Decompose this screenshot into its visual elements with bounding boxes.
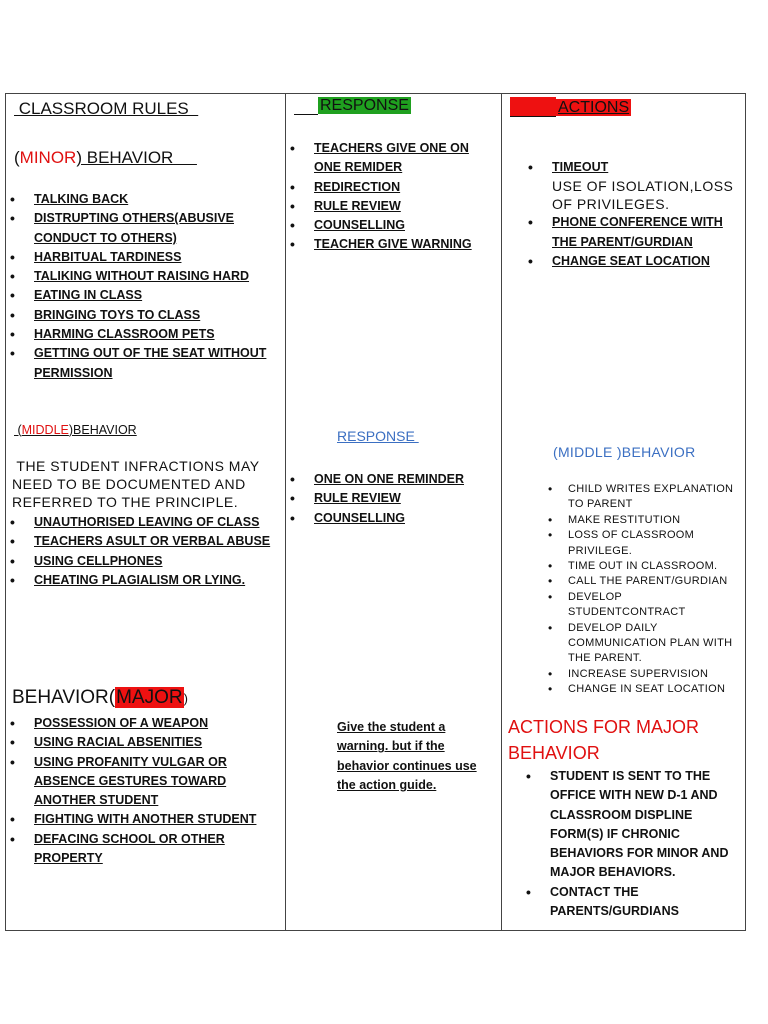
middle-open: ( — [14, 423, 22, 437]
list-item — [524, 213, 734, 252]
list-item — [286, 509, 498, 528]
list-item-text: LOSS OF CLASSROOM PRIVILEGE. — [568, 529, 695, 557]
list-item — [524, 177, 734, 213]
list-item — [6, 532, 282, 551]
response-underline-gap — [294, 114, 318, 115]
middle-behavior-list — [6, 513, 282, 590]
actions-middle-header: (MIDDLE )BEHAVIOR — [553, 444, 696, 460]
list-item — [6, 306, 282, 325]
list-item — [286, 139, 498, 178]
list-item-text: HARMING CLASSROOM PETS — [34, 327, 215, 342]
list-item-text: DISTRUPTING OTHERS(ABUSIVE CONDUCT TO OTHERS) — [34, 211, 235, 245]
list-item — [286, 178, 498, 197]
list-item — [286, 470, 498, 489]
list-item-text: USING RACIAL ABSENITIES — [34, 735, 203, 750]
list-item-text: COUNSELLING — [314, 218, 405, 233]
list-item — [6, 714, 282, 733]
middle-note: THE STUDENT INFRACTIONS MAY NEED TO BE DOCUMENTED AND REFERRED TO THE PRINCIPLE. — [12, 458, 264, 510]
list-item-text: DEFACING SCHOOL OR OTHER PROPERTY — [34, 831, 225, 866]
major-word: MAJOR — [116, 687, 183, 708]
list-item — [6, 810, 282, 829]
actions-major-list — [522, 767, 740, 921]
list-item-text: COUNSELLING — [314, 510, 405, 525]
list-item-text: CHANGE SEAT LOCATION — [552, 253, 710, 268]
actions-header: ACTIONS — [558, 99, 630, 116]
actions-header-wrap — [510, 97, 631, 117]
list-item-text: USE OF ISOLATION,LOSS OF PRIVILEGES. — [552, 178, 734, 213]
list-item — [522, 883, 740, 922]
list-item — [544, 559, 740, 574]
list-item — [6, 267, 282, 286]
minor-word: MINOR — [19, 148, 77, 167]
list-item-text: GETTING OUT OF THE SEAT WITHOUT PERMISSION — [34, 346, 267, 380]
list-item-text: RULE REVIEW — [314, 198, 401, 213]
list-item — [6, 513, 282, 532]
list-item-text: INCREASE SUPERVISION — [568, 667, 709, 680]
behavior-table — [5, 93, 746, 931]
list-item-text: UNAUTHORISED LEAVING OF CLASS — [34, 515, 260, 529]
actions-major-header: ACTIONS FOR MAJOR BEHAVIOR — [508, 717, 700, 763]
list-item — [6, 325, 282, 344]
list-item — [6, 344, 282, 383]
list-item-text: USING PROFANITY VULGAR OR ABSENCE GESTURES TOWARD ANOTHER STUDENT — [34, 754, 227, 808]
list-item — [6, 733, 282, 752]
list-item-text: TALIKING WITHOUT RAISING HARD — [34, 269, 250, 284]
list-item — [544, 590, 740, 621]
major-behavior-list — [6, 714, 282, 868]
minor-open: ( — [14, 148, 20, 167]
list-item — [286, 235, 498, 254]
list-item — [544, 482, 740, 513]
response-minor-list — [286, 139, 498, 255]
list-item-text: USING CELLPHONES — [34, 553, 163, 568]
list-item-text: REDIRECTION — [314, 179, 401, 194]
minor-behavior-list — [6, 190, 282, 383]
list-item-text: STUDENT IS SENT TO THE OFFICE WITH NEW D-1 AND CLASSROOM DISPLINE FORM(S) IF CHRONIC BEHAVIORS FOR MINOR AND MAJOR BEHAVIORS. — [550, 769, 729, 880]
classroom-rules-header: CLASSROOM RULES — [14, 99, 199, 118]
classroom-rules-column — [6, 94, 286, 930]
list-item-text: TALKING BACK — [34, 192, 129, 206]
list-item-text: TEACHERS GIVE ONE ON ONE REMIDER — [314, 141, 469, 175]
list-item-text: CHANGE IN SEAT LOCATION — [568, 683, 726, 696]
list-item — [544, 513, 740, 528]
list-item-text: CONTACT THE PARENTS/GURDIANS — [550, 884, 679, 919]
list-item — [6, 830, 282, 869]
list-item — [544, 574, 740, 589]
list-item-text: TEACHERS ASULT OR VERBAL ABUSE — [34, 534, 271, 549]
list-item — [544, 682, 740, 697]
list-item — [544, 528, 740, 559]
list-item-text: FIGHTING WITH ANOTHER STUDENT — [34, 812, 257, 827]
actions-column — [502, 94, 745, 930]
list-item — [6, 286, 282, 305]
list-item — [286, 489, 498, 508]
middle-rest: )BEHAVIOR — [68, 423, 137, 437]
list-item — [524, 158, 734, 177]
middle-word: MIDDLE — [21, 423, 69, 437]
list-item — [6, 248, 282, 267]
list-item-text: CHEATING PLAGIALISM OR LYING. — [34, 572, 246, 587]
list-item — [6, 571, 282, 590]
response-major-text: Give the student a warning. but if the behavior continues use the action guide. — [337, 720, 477, 792]
list-item-text: CALL THE PARENT/GURDIAN — [568, 575, 728, 588]
list-item — [6, 209, 282, 248]
list-item — [6, 753, 282, 811]
list-item — [544, 621, 740, 667]
list-item — [286, 216, 498, 235]
actions-red-block — [510, 97, 556, 117]
list-item-text: MAKE RESTITUTION — [568, 513, 681, 526]
list-item-text: CHILD WRITES EXPLANATION TO PARENT — [568, 483, 734, 511]
list-item-text: PHONE CONFERENCE WITH THE PARENT/GURDIAN — [552, 215, 723, 249]
list-item — [6, 190, 282, 209]
major-open: BEHAVIOR( — [12, 687, 116, 708]
list-item-text: EATING IN CLASS — [34, 288, 143, 303]
response-header-wrap — [294, 97, 411, 115]
list-item-text: HARBITUAL TARDINESS — [34, 249, 182, 264]
list-item-text: BRINGING TOYS TO CLASS — [34, 307, 201, 322]
response-column — [286, 94, 502, 930]
minor-rest: ) BEHAVIOR — [76, 148, 197, 167]
major-behavior-heading — [12, 687, 188, 709]
list-item-text: DEVELOP STUDENTCONTRACT — [568, 590, 686, 619]
list-item — [6, 552, 282, 571]
minor-behavior-heading — [14, 148, 197, 168]
list-item-text: DEVELOP DAILY COMMUNICATION PLAN WITH THE PARENT. — [568, 621, 733, 665]
list-item-text: RULE REVIEW — [314, 491, 401, 506]
list-item-text: POSSESSION OF A WEAPON — [34, 716, 209, 730]
list-item — [522, 767, 740, 883]
major-rest: ) — [183, 691, 188, 706]
response-header: RESPONSE — [320, 97, 409, 114]
list-item — [286, 197, 498, 216]
response-middle-list — [286, 470, 498, 528]
list-item-text: TIME OUT IN CLASSROOM. — [568, 560, 718, 573]
actions-middle-list — [544, 482, 740, 698]
list-item-text: ONE ON ONE REMINDER — [314, 472, 465, 486]
list-item — [544, 667, 740, 682]
response-middle-header: RESPONSE — [337, 428, 419, 444]
middle-behavior-heading — [14, 423, 137, 437]
list-item-text: TEACHER GIVE WARNING — [314, 237, 472, 252]
actions-minor-list — [524, 158, 734, 271]
list-item-text: TIMEOUT — [552, 160, 609, 174]
list-item — [524, 252, 734, 271]
